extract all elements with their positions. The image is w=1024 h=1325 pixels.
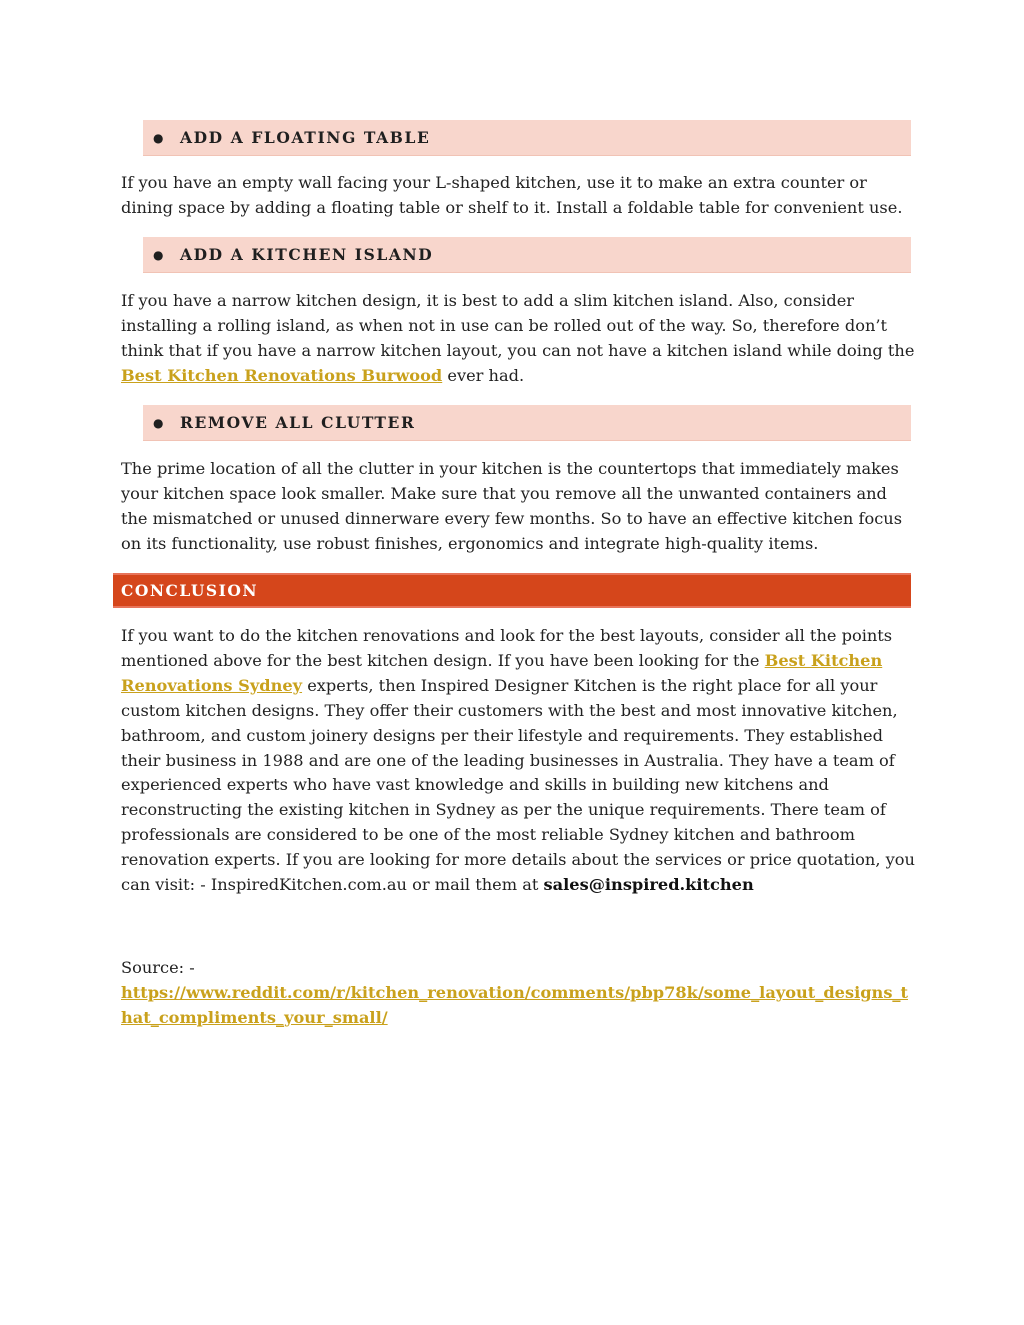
bullet-icon: ● (153, 131, 164, 145)
heading-text: ADD A FLOATING TABLE (180, 128, 431, 147)
heading-text: REMOVE ALL CLUTTER (180, 413, 416, 432)
paragraph-floating-table: If you have an empty wall facing your L-shaped kitchen, use it to make an extra counter or dining space by adding a floating table or shelf to it. Install a foldable table for convenient use. (121, 173, 903, 217)
link-best-kitchen-renovations-burwood[interactable]: Best Kitchen Renovations Burwood (121, 365, 443, 385)
source-label: Source: - (121, 958, 195, 977)
paragraph-text: ever had. (442, 365, 525, 385)
paragraph-kitchen-island (121, 289, 916, 389)
paragraph-remove-clutter: The prime location of all the clutter in your kitchen is the countertops that immediately makes your kitchen space look smaller. Make sure that you remove all the unwanted containers and the mismatched or unused dinnerware every few months. So to have an effective kitchen focus on its functionality, use robust finishes, ergonomics and integrate high-quality items. (121, 459, 902, 553)
link-best-kitchen-renovations-sydney[interactable]: Best Kitchen Renovations Sydney (121, 650, 883, 695)
bullet-icon: ● (153, 416, 164, 430)
heading-remove-all-clutter (143, 405, 911, 441)
paragraph-text: If you have a narrow kitchen design, it is best to add a slim kitchen island. Also, consider installing a rolling island, as when not in use can be rolled out of the way. So, therefore don’t think that if you have a narrow kitchen layout, you can not have a kitchen island while doing the (121, 291, 915, 360)
heading-text: ADD A KITCHEN ISLAND (180, 245, 434, 264)
paragraph-text: experts, then Inspired Designer Kitchen is the right place for all your custom kitchen designs. They offer their customers with the best and most innovative kitchen, bathroom, and custom joinery designs per their lifestyle and requirements. They established their business in 1988 and are one of the leading businesses in Australia. They have a team of experienced experts who have vast knowledge and skills in building new kitchens and reconstructing the existing kitchen in Sydney as per the unique requirements. There team of professionals are considered to be one of the most reliable Sydney kitchen and bathroom renovation experts. If you are looking for more details about the services or price quotation, you can visit: - InspiredKitchen.com.au or mail them at (121, 675, 915, 895)
link-source-url[interactable]: https://www.reddit.com/r/kitchen_renovation/comments/pbp78k/some_layout_designs_that_compliments_your_small/ (121, 982, 909, 1027)
paragraph-source (121, 956, 916, 1031)
conclusion-heading-bar (113, 573, 911, 608)
conclusion-heading: CONCLUSION (121, 581, 259, 600)
paragraph-text: If you want to do the kitchen renovations and look for the best layouts, consider all the points mentioned above for the best kitchen design. If you have been looking for the (121, 626, 893, 670)
heading-add-floating-table (143, 120, 911, 156)
bullet-icon: ● (153, 248, 164, 262)
heading-add-kitchen-island (143, 237, 911, 273)
email-address: sales@inspired.kitchen (543, 875, 754, 895)
paragraph-conclusion (121, 624, 916, 898)
